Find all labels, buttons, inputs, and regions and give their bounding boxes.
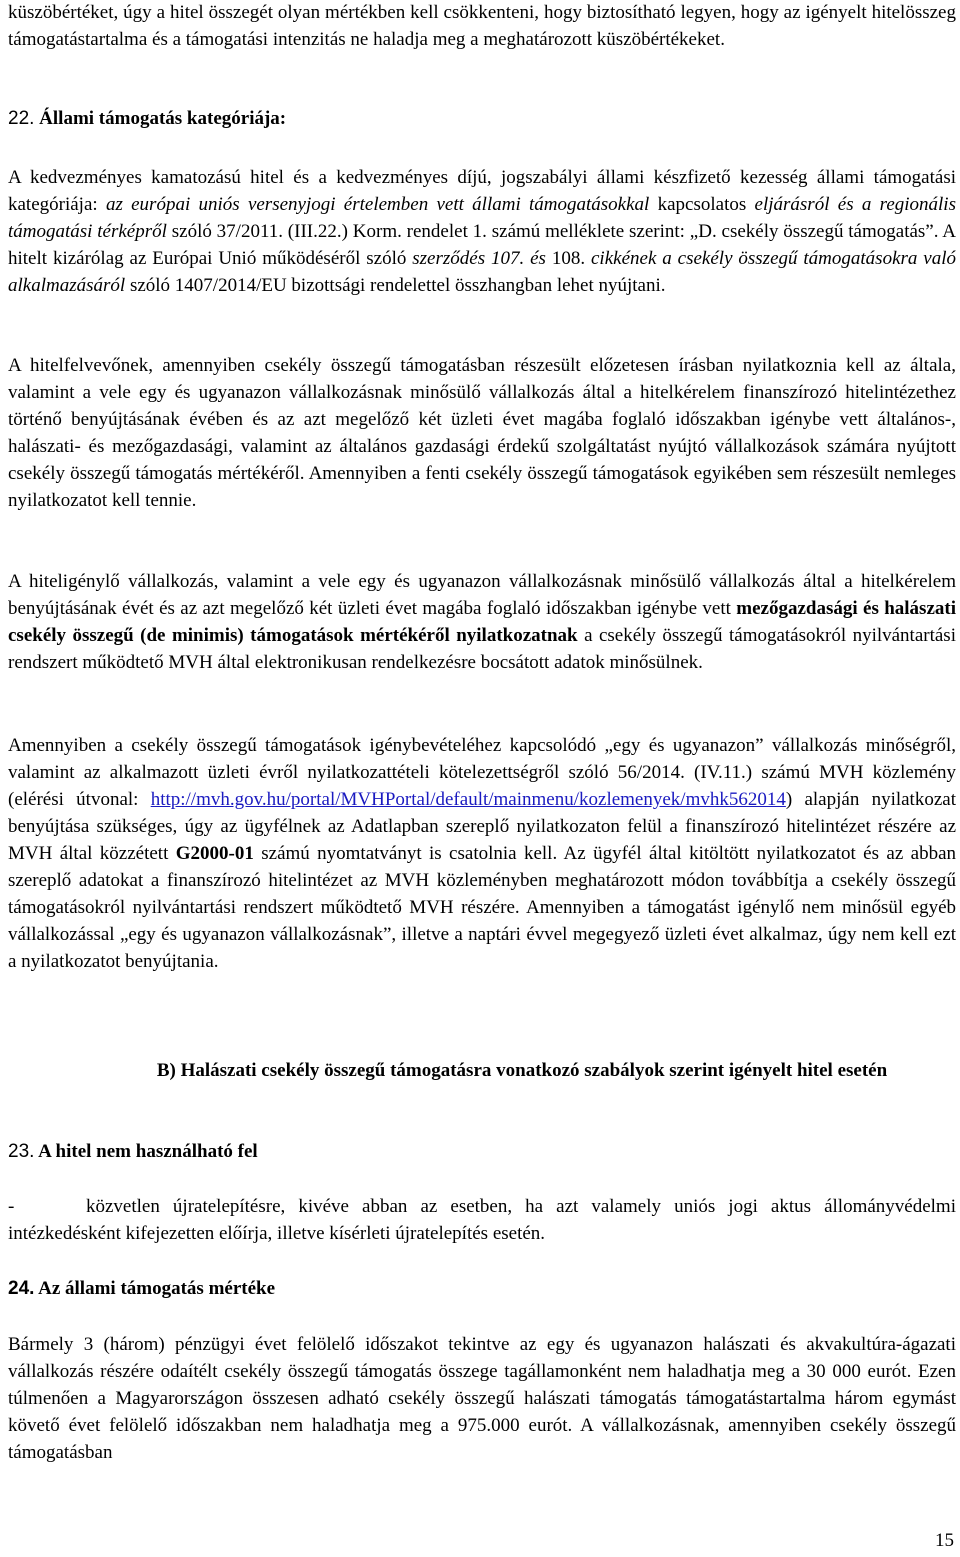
section-24-heading	[8, 1275, 275, 1302]
section-24-title: Az állami támogatás mértéke	[38, 1278, 276, 1299]
mvh-notice-paragraph	[8, 732, 956, 975]
text-run: Amennyiben a csekély összegű támogatások igénybevételéhez kapcsolódó „egy és ugyanazon” vállalkozás minőségről, valamint az alkalmazott üzleti évről nyilatkozattételi kötelezettségről szóló 56/2014. (IV.11.) számú MVH közlemény (elérési útvonal:	[8, 735, 956, 810]
text-run: kapcsolatos	[649, 194, 755, 215]
section-22-heading	[8, 105, 286, 132]
section-24-number: 24.	[8, 1278, 35, 1299]
text-run: a csekély összegű támogatásokról nyilvántartási rendszert működtető MVH által elektronikusan rendelkezésre bocsátott adatok minősülnek.	[8, 625, 956, 673]
italic-run: az európai uniós versenyjogi értelemben vett állami támogatásokkal	[105, 194, 650, 215]
aid-amount-paragraph: Bármely 3 (három) pénzügyi évet felölelő időszakot tekintve az egy és ugyanazon halászati és akvakultúra-ágazati vállalkozás részére odaítélt csekély összegű támogatás összege tagállamonként nem haladhatja meg a 30 000 eurót. Ezen túlmenően a Magyarországon összesen adható csekély összegű halászati támogatás támogatástartalma három egymást követő évet felölelő időszakban nem haladhatja meg a 975.000 eurót. A vállalkozásnak, amennyiben csekély összegű támogatásban	[8, 1334, 956, 1463]
section-23-heading	[8, 1138, 258, 1165]
exclusion-text	[8, 1193, 956, 1247]
section-22-number: 22.	[8, 108, 35, 129]
borrower-declaration-paragraph: A hitelfelvevőnek, amennyiben csekély összegű támogatásban részesült előzetesen írásban nyilatkoznia kell az általa, valamint a vele egy és ugyanazon vállalkozásnak minősülő vállalkozás által a hitelkérelem finanszírozó hitelintézethez történő benyújtásának évében és az azt megelőző két üzleti évet magába foglaló időszakban igénybe vett általános-, halászati- és mezőgazdasági, valamint az általános gazdasági érdekű szolgáltatást nyújtó vállalkozások számára nyújtott csekély összegű támogatás mértékéről. Amennyiben a fenti csekély összegű támogatások egyikében sem részesült nemleges nyilatkozatot kell tennie.	[8, 355, 956, 511]
section-23-title: A hitel nem használható fel	[38, 1141, 258, 1162]
section-22-title: Állami támogatás kategóriája:	[39, 108, 287, 129]
text-run: szóló 1407/2014/EU bizottsági rendelettel összhangban lehet nyújtani.	[125, 275, 666, 296]
italic-run: szerződés 107. és	[412, 248, 546, 269]
state-aid-category-paragraph	[8, 164, 956, 299]
text-run: A kedvezményes kamatozású hitel és a kedvezményes díjú, jogszabályi állami készfizető kezesség állami támogatási kategóriája:	[8, 167, 956, 215]
applicant-declaration-paragraph	[8, 568, 956, 676]
section-b-heading: B) Halászati csekély összegű támogatásra vonatkozó szabályok szerint igényelt hitel esetén	[156, 1060, 888, 1081]
page-number: 15	[935, 1530, 954, 1551]
text-run: A hiteligénylő vállalkozás, valamint a vele egy és ugyanazon vállalkozásnak minősülő vállalkozás által a hitelkérelem benyújtásának évét és az azt megelőző két üzleti évet magába foglaló időszakban igénybe vett	[8, 571, 956, 619]
mvh-notice-link[interactable]: http://mvh.gov.hu/portal/MVHPortal/default/mainmenu/kozlemenyek/mvhk562014	[150, 789, 786, 810]
italic-run: eljárásról és a regionális támogatási térképről	[8, 194, 956, 242]
text-run: 108.	[545, 248, 591, 269]
section-23-number: 23.	[8, 1141, 35, 1162]
intro-paragraph: küszöbértéket, úgy a hitel összegét olyan mértékben kell csökkenteni, hogy biztosítható legyen, hogy az igényelt hitelösszeg támogatástartalma és a támogatási intenzitás ne haladja meg a meghatározott küszöbértékeket.	[8, 2, 956, 50]
italic-run: cikkének a csekély összegű támogatásokra való alkalmazásáról	[8, 248, 957, 296]
text-run: számú nyomtatványt is csatolnia kell. Az ügyfél által kitöltött nyilatkozatot és az abban szereplő adatokat a finanszírozó hitelintézet az MVH közleményben meghatározott módon továbbítja a csekély összegű támogatásokról nyilvántartási rendszert működtető MVH részére. Amennyiben a támogatást igénylő nem minősül egyéb vállalkozással „egy és ugyanazon vállalkozásnak”, illetve a naptári évvel megegyező üzleti évet alkalmaz, úgy nem kell ezt a nyilatkozatot benyújtania.	[8, 843, 956, 972]
text-run: ) alapján nyilatkozat benyújtása szükséges, úgy az ügyfélnek az Adatlapban szereplő nyilatkozaton felül a finanszírozó hitelintézet részére az MVH által közzétett	[8, 789, 956, 864]
bold-run: mezőgazdasági és halászati csekély összegű (de minimis) támogatások mértékéről nyilatkozatnak	[8, 598, 956, 646]
list-dash: -	[8, 1196, 15, 1217]
text-run: közvetlen újratelepítésre, kivéve abban az esetben, ha azt valamely uniós jogi aktus állományvédelmi intézkedésként kifejezetten előírja, illetve kísérleti újratelepítés esetén.	[8, 1196, 956, 1244]
text-run: szóló 37/2011. (III.22.) Korm. rendelet 1. számú melléklete szerint: „D. csekély összegű támogatás”. A hitelt kizárólag az Európai Unió működéséről szóló	[8, 221, 956, 269]
form-code: G2000-01	[175, 843, 254, 864]
exclusion-list-item	[8, 1193, 956, 1247]
